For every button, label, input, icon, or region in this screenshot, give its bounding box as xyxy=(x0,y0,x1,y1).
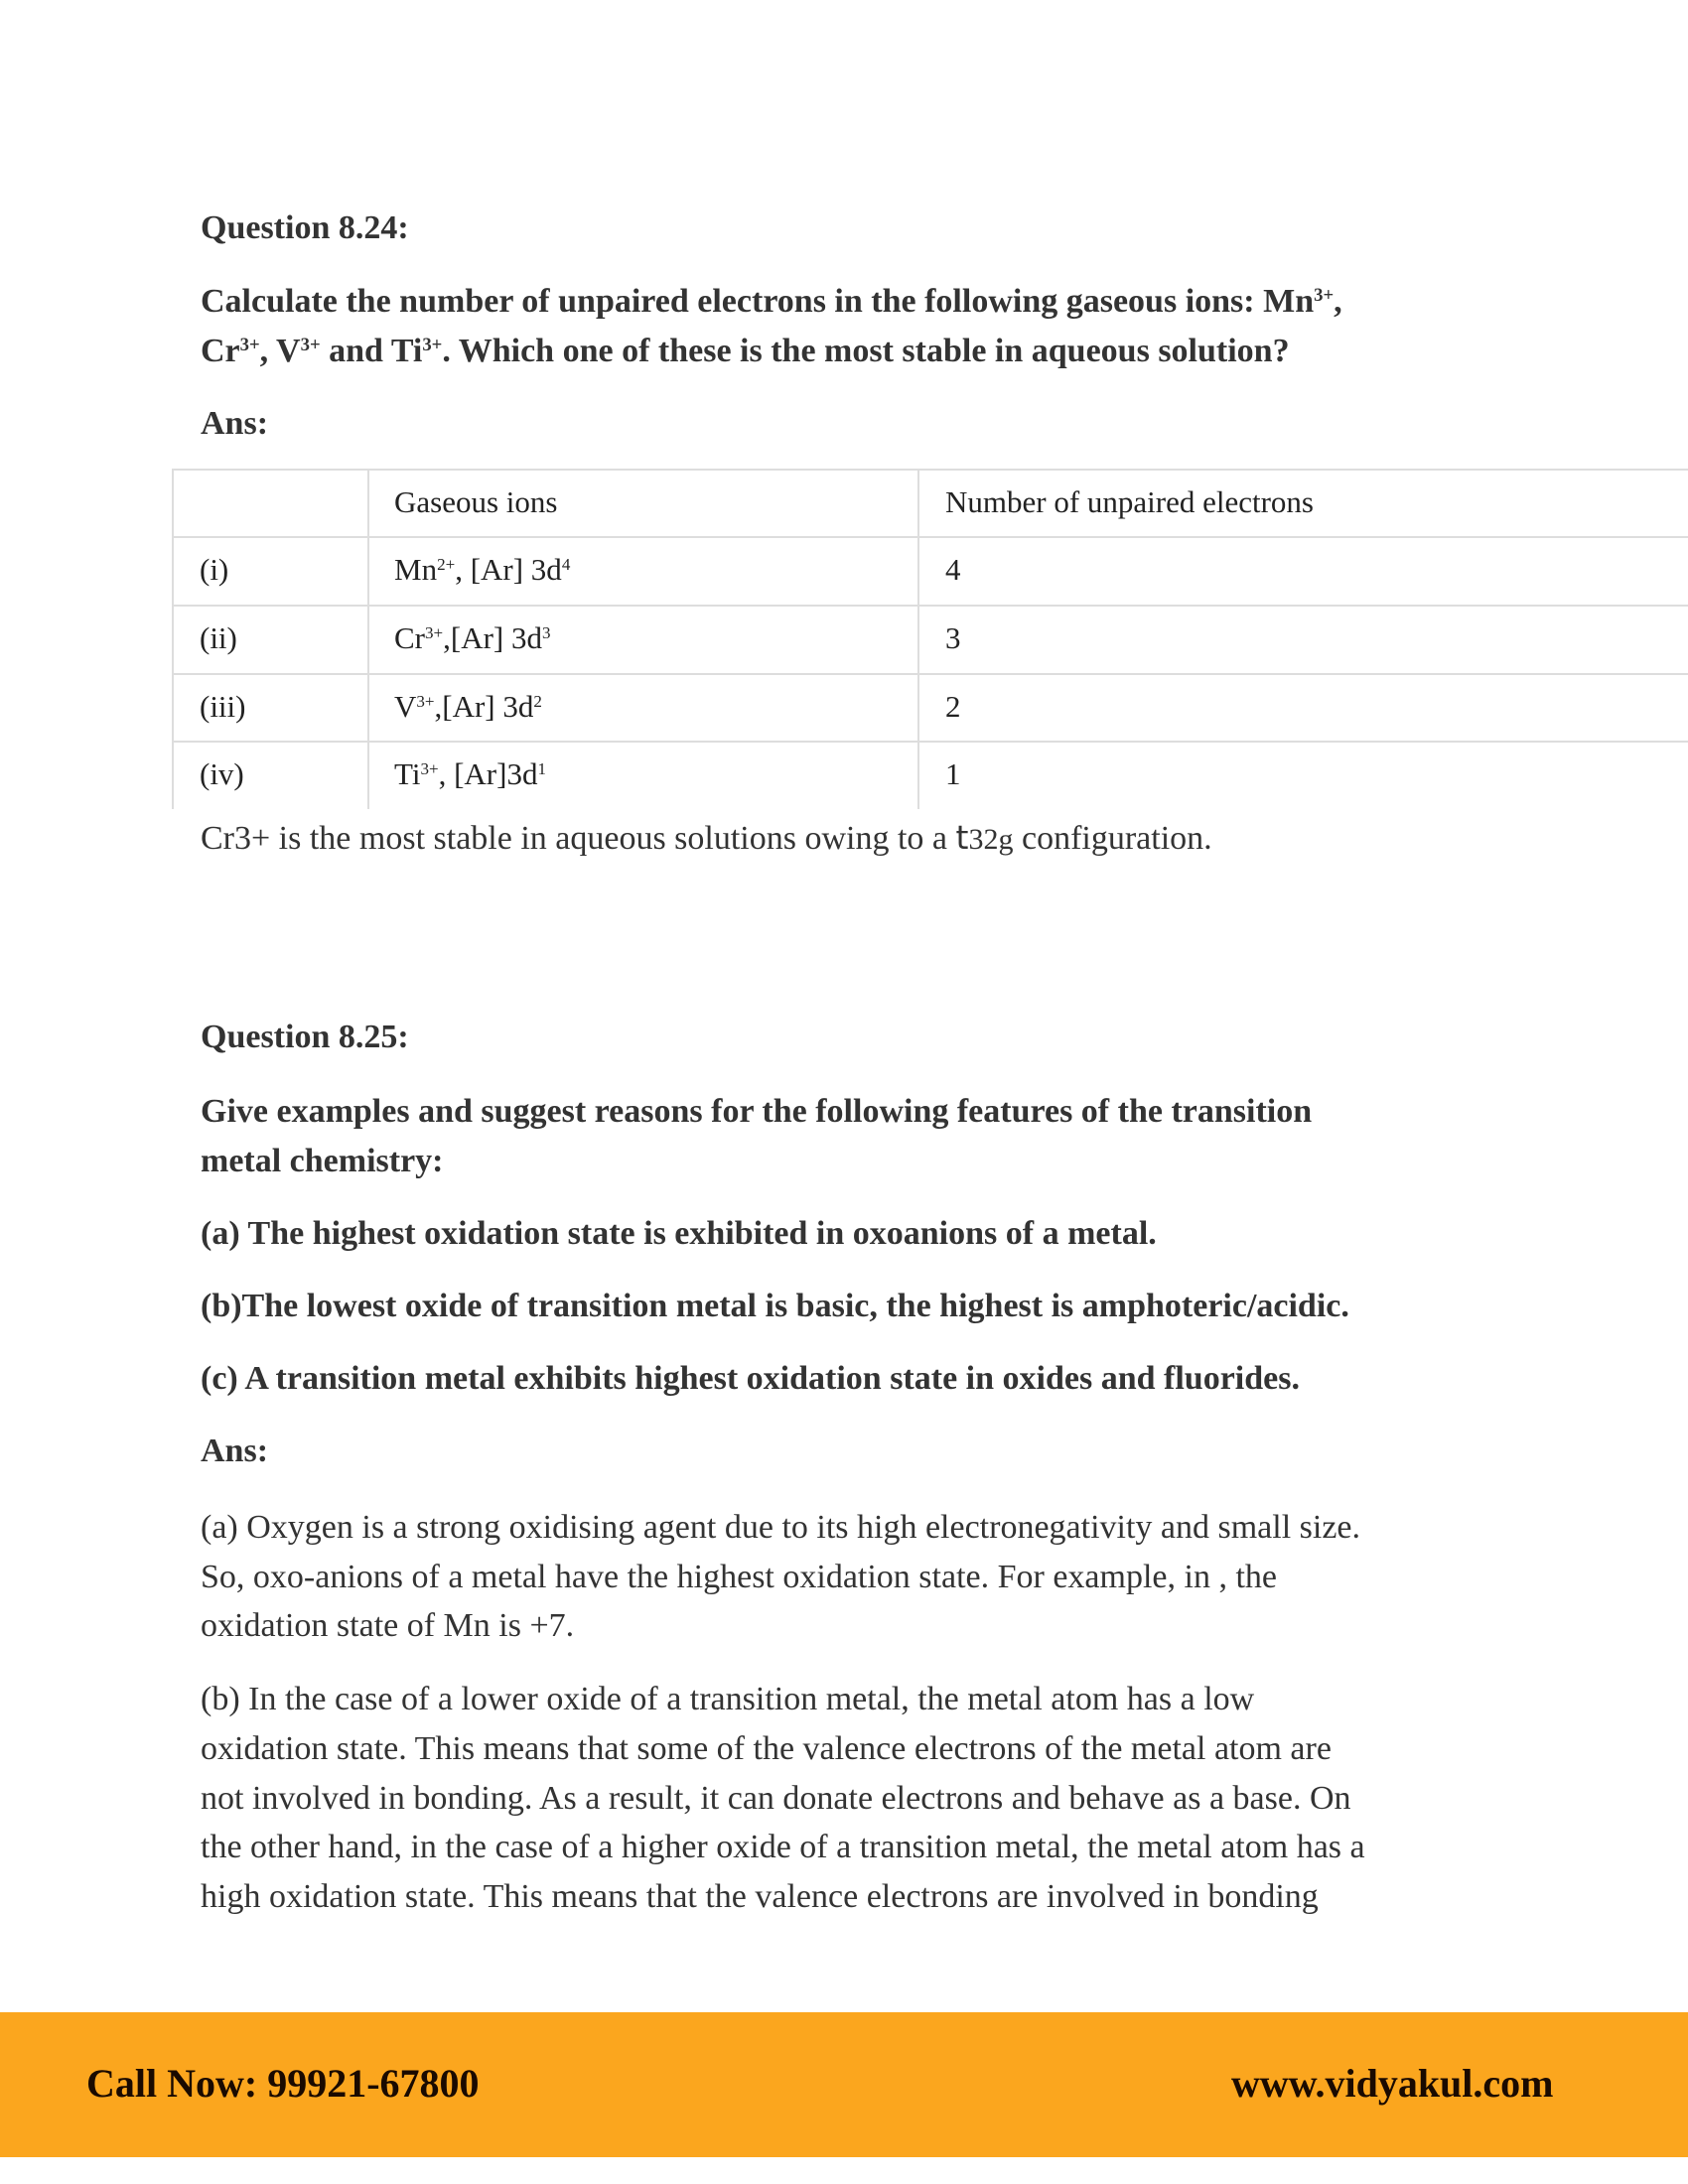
table-header-gaseous-ions: Gaseous ions xyxy=(394,484,558,519)
answer-b-line: not involved in bonding. As a result, it can donate electrons and behave as a base. On xyxy=(201,1780,1351,1817)
t-orbital-symbol: t xyxy=(955,818,969,857)
table-border xyxy=(172,469,174,809)
question-825-part-b: (b)The lowest oxide of transition metal is basic, the highest is amphoteric/acidic. xyxy=(201,1288,1349,1324)
question-825-part-a: (a) The highest oxidation state is exhibited in oxoanions of a metal. xyxy=(201,1215,1157,1252)
table-cell-index: (i) xyxy=(200,552,229,587)
table-cell-unpaired: 1 xyxy=(945,756,961,791)
question-825-text-line2: metal chemistry: xyxy=(201,1143,444,1179)
table-cell-index: (iv) xyxy=(200,756,244,791)
question-825-text-line1: Give examples and suggest reasons for the following features of the transition xyxy=(201,1093,1313,1130)
question-825-title: Question 8.25: xyxy=(201,1019,409,1055)
orbital-subscript: 32g xyxy=(968,823,1014,856)
charge-superscript: 3+ xyxy=(239,334,260,355)
charge-superscript: 3+ xyxy=(300,334,321,355)
answer-a-line: So, oxo-anions of a metal have the highest oxidation state. For example, in , the xyxy=(201,1559,1277,1595)
answer-b-line: high oxidation state. This means that the valence electrons are involved in bonding xyxy=(201,1878,1319,1915)
answer-b-line: the other hand, in the case of a higher oxide of a transition metal, the metal atom has a xyxy=(201,1829,1365,1865)
table-cell-ion: $Cr^{3+},[Ar]$ $3d^3$ xyxy=(394,620,551,655)
website-link[interactable]: www.vidyakul.com xyxy=(1231,2061,1554,2106)
unpaired-electrons-table xyxy=(172,469,1688,809)
answer-label-824: Ans: xyxy=(201,405,269,442)
question-text: , xyxy=(1334,283,1342,320)
conclusion-text-824 xyxy=(201,813,1212,865)
call-now-link[interactable]: Call Now: 99921-67800 xyxy=(86,2061,480,2106)
table-row-divider xyxy=(172,536,1688,538)
conclusion-text: Cr3+ is the most stable in aqueous solutions owing to a xyxy=(201,820,956,857)
question-text: . Which one of these is the most stable in aqueous solution? xyxy=(442,333,1290,369)
table-cell-index: (iii) xyxy=(200,689,246,724)
answer-b-line: (b) In the case of a lower oxide of a transition metal, the metal atom has a low xyxy=(201,1681,1255,1717)
table-cell-ion: $V^{3+},[Ar]$ $3d^2$ xyxy=(394,689,542,724)
table-cell-index: (ii) xyxy=(200,620,237,655)
question-824-text-line2 xyxy=(201,327,1290,376)
question-824-title: Question 8.24: xyxy=(201,209,409,246)
table-border xyxy=(172,469,1688,471)
answer-a-line: (a) Oxygen is a strong oxidising agent due to its high electronegativity and small size. xyxy=(201,1509,1361,1546)
answer-b-line: oxidation state. This means that some of the valence electrons of the metal atom are xyxy=(201,1730,1332,1767)
table-header-unpaired-electrons: Number of unpaired electrons xyxy=(945,484,1315,519)
table-cell-unpaired: 4 xyxy=(945,552,961,587)
question-text: , V xyxy=(259,333,301,369)
table-row-divider xyxy=(172,741,1688,743)
answer-a-line: oxidation state of Mn is +7. xyxy=(201,1607,575,1644)
question-text: Calculate the number of unpaired electrons in the following gaseous ions: Mn xyxy=(201,283,1315,320)
table-row-divider xyxy=(172,605,1688,607)
table-col-divider xyxy=(367,469,369,809)
table-col-divider xyxy=(917,469,919,809)
conclusion-text: configuration. xyxy=(1013,820,1212,857)
table-cell-unpaired: 3 xyxy=(945,620,961,655)
charge-superscript: 3+ xyxy=(1314,284,1335,306)
charge-superscript: 3+ xyxy=(422,334,443,355)
table-cell-ion: $Ti^{3+}$, $[Ar]3d^1$ xyxy=(394,756,546,791)
table-cell-unpaired: 2 xyxy=(945,689,961,724)
table-row-divider xyxy=(172,673,1688,675)
question-824-text-line1 xyxy=(201,277,1342,327)
question-825-part-c: (c) A transition metal exhibits highest oxidation state in oxides and fluorides. xyxy=(201,1360,1300,1397)
question-text: and Ti xyxy=(320,333,423,369)
question-text: Cr xyxy=(201,333,240,369)
footer-banner xyxy=(0,2012,1688,2157)
table-cell-ion: $Mn^{2+}$, [Ar] $3d^4$ xyxy=(394,552,571,587)
answer-label-825: Ans: xyxy=(201,1433,269,1469)
